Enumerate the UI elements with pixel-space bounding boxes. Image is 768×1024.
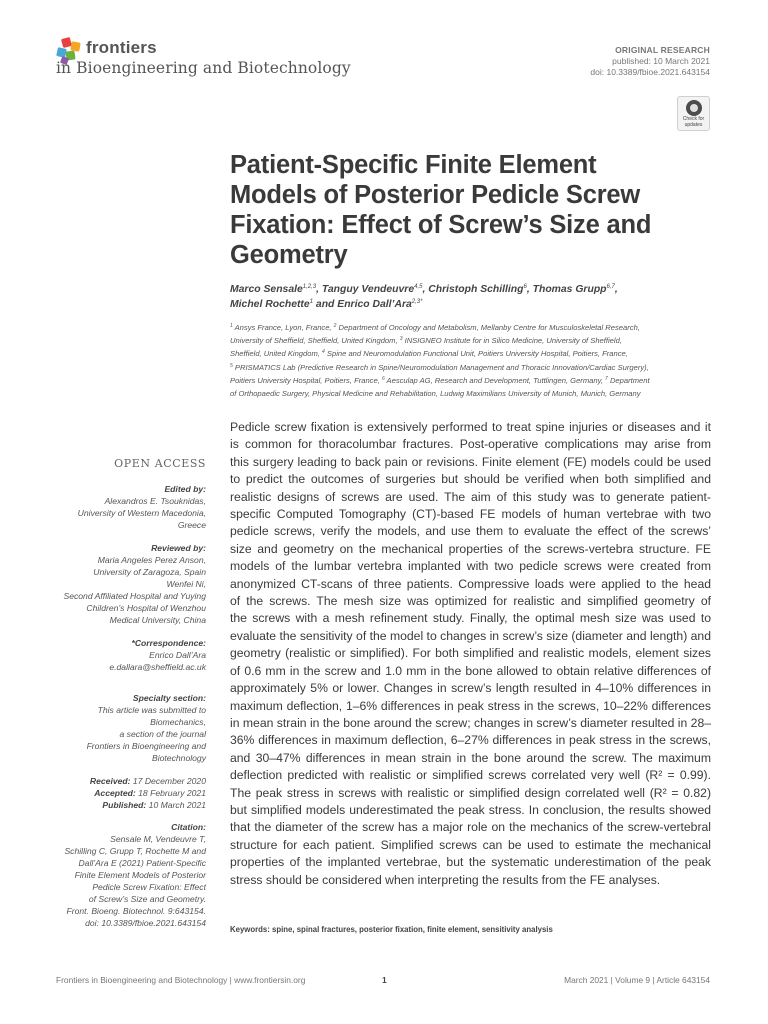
badge-line-1: Check for [682,116,705,122]
abstract-line: evaluate the sensitivity of the model to changes in screw’s size (diameter and length) and [230,628,711,643]
section-heading: Reviewed by: [151,543,206,553]
citation-doi-link[interactable]: doi: 10.3389/fbioe.2021.643154 [85,918,206,928]
citation-line: of Screw’s Size and Geometry. [88,894,206,904]
affiliation-ref: 3 [399,336,403,343]
abstract-line: anonymized CT-scans of three patients. Compressive loads were applied to the head [230,576,711,591]
affiliation-text: INSIGNEO Institute for in Silico Medicine, University of Sheffield, [402,336,622,346]
affiliation-text: Department of Oncology and Metabolism, Mellanby Centre for Musculoskeletal Research, [336,323,640,332]
section-heading: Specialty section: [132,693,206,703]
author-affiliation-ref: 1 [309,298,314,305]
abstract-line: and 30–47% differences in mean strain in the bone around the screw. The maximum [230,750,711,765]
author-name[interactable]: Thomas Grupp [532,284,607,295]
abstract-line: is common for thoracolumbar fractures. Post-operative complications may arise from [230,437,711,452]
title-line: Models of Posterior Pedicle Screw [230,181,641,209]
abstract-line: The peak stress in screws with realistic or simplified design correlated well (R² = 0.82) [230,785,711,800]
author-affiliation-ref: 6,7 [606,284,615,290]
author-affiliation-ref: 1,2,3 [302,284,317,290]
affiliation-text: Poitiers University Hospital, Poitiers, France, [230,375,382,385]
journal-name[interactable]: in Bioengineering and Biotechnology [56,59,351,77]
abstract-line: models of the lumbar vertebra implanted with two pedicle screws were created from [230,559,711,574]
editor-line[interactable]: Alexandros E. Tsouknidas, [104,496,206,506]
citation-line: Finite Element Models of Posterior [74,870,206,880]
abstract-line: 36% differences in maximum deflection, 6–27% differences in peak stress in the screws, [230,733,711,748]
section-heading: Citation: [171,822,206,832]
affiliation-text: Aesculap AG, Research and Development, Tuttlingen, Germany, [384,375,606,385]
abstract-line: stress should be considered when interpreting the results from the FE analyses. [230,872,661,887]
affiliation-ref: 2 [333,323,337,329]
article-type: ORIGINAL RESEARCH [615,45,710,55]
author-name[interactable]: Tanguy Vendeuvre [321,284,415,295]
abstract-line: structure for each patient. Simplified screws can be used to estimate the mechanical [230,837,711,852]
received-label: Received: [89,776,131,786]
affiliation-text: of Orthopaedic Surgery, Physical Medicine and Rehabilitation, Ludwig Maximilians University of Munich, Munich, Germany [230,389,641,399]
abstract-line: this surgery leading to back pain or revisions. Finite element (FE) models could be used [230,454,711,469]
editor-line: University of Western Macedonia, [77,508,206,518]
abstract-line: specific Computed Tomography (CT)-based FE models of human vertebrae with two [230,507,711,522]
affiliation-ref: 5 [230,362,233,369]
open-access-label: OPEN ACCESS [114,457,206,470]
affiliation-line [230,347,710,360]
author-affiliation-ref: 4,5 [414,284,423,290]
footer-journal-link[interactable]: Frontiers in Bioengineering and Biotechnology | www.frontiersin.org [56,975,306,985]
specialty-line: Biotechnology [152,753,206,763]
published-date-side: 10 March 2021 [146,800,206,810]
abstract-line: of 0.6 mm in the screw and 1.0 mm in the bone allowed to obtain relative differences of [230,663,711,678]
published-date: published: 10 March 2021 [612,56,710,66]
keywords: Keywords: spine, spinal fractures, posterior fixation, finite element, sensitivity analysis [230,925,553,934]
editor-line: Greece [177,520,206,530]
published-label: Published: [102,800,147,810]
citation-line: Schilling C, Grupp T, Rochette M and [64,846,206,856]
affiliation-line [230,321,710,334]
reviewer-line[interactable]: Wenfei Ni, [166,579,206,589]
affiliation-line [230,374,710,387]
title-line: Fixation: Effect of Screw’s Size and [230,211,652,239]
section-heading: *Correspondence: [131,638,206,648]
affiliation-ref: 7 [605,375,608,382]
specialty-line: a section of the journal [119,729,206,739]
author-affiliation-ref: 6 [523,284,527,290]
badge-line-2: updates [684,122,703,128]
check-for-updates-button[interactable] [677,96,710,131]
abstract-line: properties of the implanted vertebrae, but the systematic underestimation of the peak [230,855,711,870]
abstract-line: the screws with a mesh refinement study. Finally, the optimal mesh size was used to [230,611,711,626]
author-name[interactable]: Enrico Dall’Ara [337,298,412,310]
abstract-line: deflection predicted with realistic or simplified screws correlated very well (R² = 0.99). [230,768,711,783]
affiliation-ref: 1 [230,323,233,329]
author-separator: , [422,284,429,295]
reviewer-line: University of Zaragoza, Spain [93,567,206,577]
author-separator: , [316,284,322,295]
abstract-line: realistic designs of screws are used. The aim of this study was to generate patient- [230,489,711,504]
correspondence-section [36,637,206,673]
abstract-line: of the screws. The mesh size was optimized for realistic and simplified geometry of [230,594,711,609]
specialty-section [36,692,206,764]
accepted-label: Accepted: [94,788,136,798]
abstract-line: to predict the outcomes of surgeries but should be verified when both simplified and [230,472,711,487]
brand-name[interactable]: frontiers [86,38,157,57]
affiliations [230,321,710,400]
doi[interactable]: doi: 10.3389/fbioe.2021.643154 [590,67,710,77]
affiliation-line [230,387,710,400]
received-date: 17 December 2020 [130,776,206,786]
specialty-line: Frontiers in Bioengineering and [86,741,206,751]
abstract-line: but simplified models underestimated the peak stress. In conclusion, the results showed [230,802,711,817]
abstract-line: geometry (realistic or simplified). For both simplified and realistic models, element sizes [230,646,711,661]
specialty-line: This article was submitted to [97,705,206,715]
abstract [230,419,711,889]
specialty-line: Biomechanics, [150,717,206,727]
reviewed-by-section [36,542,206,626]
author-name[interactable]: Marco Sensale [230,284,303,295]
author-affiliation-ref: 2,3* [411,298,423,305]
affiliation-ref: 6 [381,375,385,382]
page-number: 1 [382,975,387,985]
abstract-line: approximately 5% or lower. Changes in screw’s length resulted in 4–10% differences in [230,681,711,696]
correspondence-name: Enrico Dall’Ara [149,650,206,660]
author-name[interactable]: Christoph Schilling [428,284,524,295]
reviewer-line[interactable]: Maria Angeles Perez Anson, [97,555,206,565]
author-name[interactable]: Michel Rochette [230,298,310,310]
abstract-line: Pedicle screw fixation is extensively performed to treat spine injuries or diseases and it [230,420,711,434]
abstract-line: size and geometry on the mechanical properties of the screws-vertebra structure. FE [230,541,711,556]
affiliation-line [230,334,710,347]
affiliation-text: University of Sheffield, Sheffield, United Kingdom, [230,336,400,346]
citation-line: Dall’Ara E (2021) Patient-Specific [78,858,206,868]
check-for-updates-icon [686,100,702,116]
accepted-date: 18 February 2021 [135,788,206,798]
affiliation-text: Sheffield, United Kingdom, [230,349,323,359]
reviewer-line: Second Affiliated Hospital and Yuying [63,591,206,601]
citation-line: Pedicle Screw Fixation: Effect [92,882,206,892]
author-list: Marco Sensale$^{1,2,3}$, Tanguy Vendeuvre$^{4,5}$, Christoph Schilling$^6$, Thomas Grupp$^{6,7}$, Michel Rochette$^1$ and Enrico Dall’Ara$^{2,3*}$ [230,284,618,310]
dates-section [36,775,206,811]
affiliation-line [230,361,710,374]
affiliation-text: Spine and Neuromodulation Functional Unit, Poitiers University Hospital, Poitiers, France, [324,349,628,359]
affiliation-text: Ansys France, Lyon, France, [232,323,334,332]
affiliation-text: PRISMATICS Lab (Predictive Research in Spine/Neuromodulation Management and Thoracic Innovation/Cardiac Surgery), [232,362,649,372]
affiliation-ref: 4 [322,349,325,356]
citation-line: Front. Bioeng. Biotechnol. 9:643154. [66,906,206,916]
abstract-line: maximum deflection, 1–6% differences in peak stress in the screws, 10–22% differences [230,698,711,713]
correspondence-email-link[interactable]: e.dallara@sheffield.ac.uk [109,662,206,672]
title-line: Geometry [230,241,348,269]
abstract-line: in mean strain in the bone around the screw; changes in screw’s diameter resulted in 28– [230,715,711,730]
article-meta [590,45,710,78]
paper-title [230,150,700,270]
author-separator: and [313,298,338,310]
section-heading: Edited by: [164,484,206,494]
footer-issue-info: March 2021 | Volume 9 | Article 643154 [564,975,710,985]
abstract-line: pedicle screws, verify the models, and use them to evaluate the effect of the screws’ [230,524,711,539]
affiliation-text: Department [607,375,650,385]
reviewer-line: Medical University, China [109,615,206,625]
reviewer-line: Children’s Hospital of Wenzhou [86,603,206,613]
abstract-line: that the diameter of the screw has a major role on the mechanics of the screw-vertebral [230,820,711,835]
title-line: Patient-Specific Finite Element [230,151,597,179]
edited-by-section [36,483,206,531]
citation-section [36,821,206,929]
author-separator: , [526,284,533,295]
citation-line: Sensale M, Vendeuvre T, [110,834,206,844]
